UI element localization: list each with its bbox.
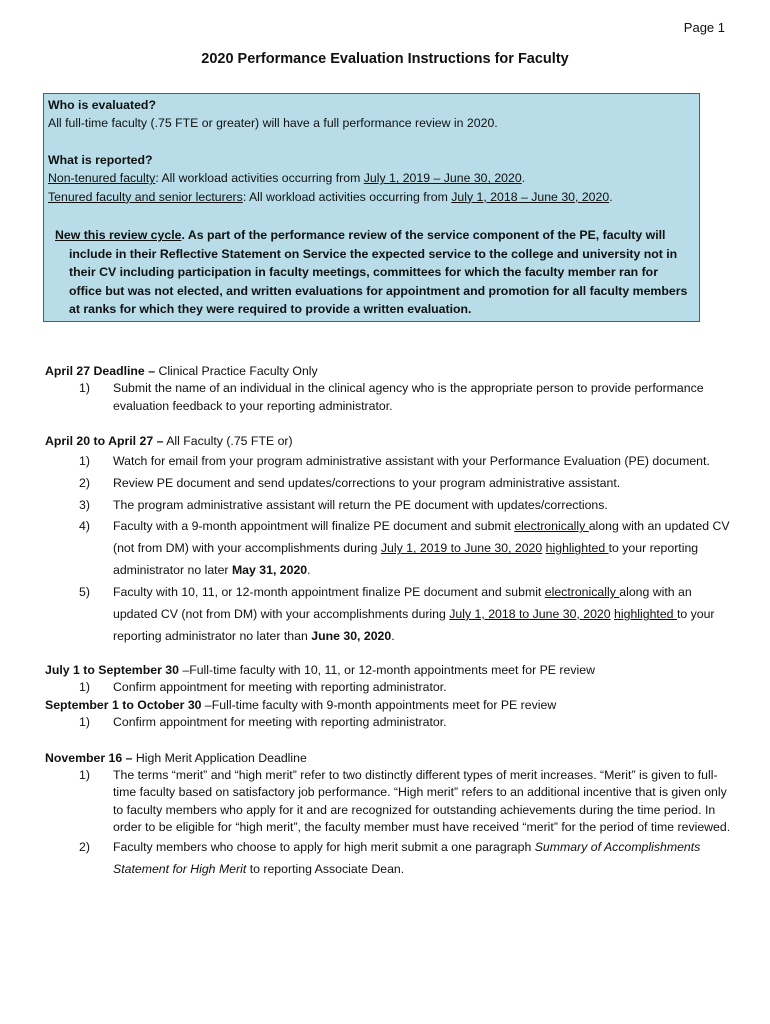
list-item bbox=[45, 714, 735, 731]
summary-title: Summary of Accomplishments Statement for High Merit bbox=[113, 839, 701, 876]
what-heading: What is reported? bbox=[48, 152, 153, 167]
item-number: 1) bbox=[79, 381, 90, 396]
item-text: along with an updated CV (not from DM) with your accomplishments during bbox=[113, 519, 730, 556]
item-number: 1) bbox=[79, 767, 90, 782]
section-july bbox=[45, 662, 735, 697]
list-item bbox=[45, 767, 735, 837]
item-number: 1) bbox=[79, 715, 90, 730]
highlighted-text: highlighted bbox=[614, 606, 677, 621]
item-text: Faculty members who choose to apply for high merit submit a one paragraph bbox=[113, 839, 535, 854]
item-text: along with an updated CV (not from DM) with your accomplishments during bbox=[113, 585, 692, 621]
item-text: to reporting Associate Dean. bbox=[246, 861, 405, 876]
item-text: The terms “merit” and “high merit” refer to two distinctly different types of merit increases. “Merit” is given to full-time faculty based on satisfactory job performance. “High merit” refers to an additional incentive that is given only to faculty members who apply for it and are recognized for outstanding achievements during the time period. In order to be eligible for “high merit”, the faculty member must have received “merit” for the period of time reviewed. bbox=[113, 767, 731, 835]
item-number: 4) bbox=[79, 519, 90, 534]
section-subtitle: Clinical Practice Faculty Only bbox=[155, 364, 318, 378]
section-subtitle: –Full-time faculty with 10, 11, or 12-month appointments meet for PE review bbox=[178, 662, 595, 677]
item-text: Faculty with 10, 11, or 12-month appointment finalize PE document and submit bbox=[113, 585, 545, 600]
new-cycle-note bbox=[48, 226, 692, 318]
page-title: 2020 Performance Evaluation Instructions for Faculty bbox=[201, 51, 569, 67]
section-subtitle: –Full-time faculty with 9-month appointments meet for PE review bbox=[201, 697, 557, 712]
section-heading bbox=[45, 750, 735, 767]
list-item bbox=[45, 837, 735, 881]
item-end: . bbox=[391, 628, 395, 643]
item-text: Submit the name of an individual in the clinical agency who is the appropriate person to provide performance evaluation feedback to your reporting administrator. bbox=[113, 381, 704, 413]
list-item bbox=[45, 679, 735, 696]
section-date: July 1 to September 30 bbox=[45, 662, 179, 677]
item-number: 2) bbox=[79, 475, 90, 490]
period-text: July 1, 2019 to June 30, 2020 bbox=[380, 541, 543, 556]
item-end: . bbox=[307, 563, 311, 578]
item-number: 1) bbox=[79, 680, 90, 695]
tenured-label: Tenured faculty and senior lecturers bbox=[48, 189, 243, 204]
item-text: Faculty with a 9-month appointment will finalize PE document and submit bbox=[113, 519, 515, 534]
page-number: Page 1 bbox=[683, 20, 725, 35]
section-date: April 20 to April 27 – bbox=[45, 434, 164, 449]
item-text: to your reporting administrator no later than bbox=[113, 606, 715, 643]
tenured-line bbox=[48, 188, 692, 206]
nontenured-end: . bbox=[521, 171, 526, 186]
deadline-text: May 31, 2020 bbox=[231, 563, 308, 578]
nontenured-text: : All workload activities occurring from bbox=[155, 171, 364, 186]
who-text: All full-time faculty (.75 FTE or greater) will have a full performance review in 2020. bbox=[48, 116, 498, 131]
list-item bbox=[45, 516, 735, 582]
section-april-27 bbox=[45, 363, 735, 415]
section-heading bbox=[45, 433, 735, 450]
item-number: 3) bbox=[79, 497, 90, 512]
period-text: July 1, 2018 to June 30, 2020 bbox=[449, 606, 611, 621]
list-item bbox=[45, 473, 735, 495]
instructions-body bbox=[45, 363, 735, 881]
section-heading bbox=[45, 363, 735, 380]
item-number: 2) bbox=[79, 839, 90, 854]
item-text: Watch for email from your program administrative assistant with your Performance Evaluation (PE) document. bbox=[113, 453, 710, 468]
item-number: 1) bbox=[79, 453, 90, 468]
nontenured-line bbox=[48, 169, 692, 187]
item-text: to your reporting administrator no later bbox=[113, 541, 699, 578]
list-item bbox=[45, 495, 735, 517]
item-text: Confirm appointment for meeting with reporting administrator. bbox=[113, 715, 447, 730]
section-subtitle: All Faculty (.75 FTE or) bbox=[163, 434, 293, 449]
item-text: Confirm appointment for meeting with reporting administrator. bbox=[113, 680, 447, 695]
nontenured-period: July 1, 2019 – June 30, 2020 bbox=[363, 171, 522, 186]
item-text: Review PE document and send updates/corrections to your program administrative assistant. bbox=[113, 475, 621, 490]
deadline-text: June 30, 2020 bbox=[311, 628, 392, 643]
list-item bbox=[45, 380, 735, 415]
item-text: The program administrative assistant will return the PE document with updates/corrections. bbox=[113, 497, 608, 512]
section-november bbox=[45, 750, 735, 881]
new-cycle-label: New this review cycle bbox=[55, 228, 182, 243]
electronically-text: electronically bbox=[514, 519, 589, 534]
tenured-text: : All workload activities occurring from bbox=[242, 189, 452, 204]
list-item bbox=[45, 582, 735, 648]
section-heading bbox=[45, 697, 735, 714]
highlighted-text: highlighted bbox=[545, 541, 609, 556]
summary-box bbox=[43, 93, 700, 322]
section-date: November 16 – bbox=[45, 750, 133, 765]
tenured-end: . bbox=[609, 189, 613, 204]
section-heading bbox=[45, 662, 735, 679]
section-april-20 bbox=[45, 433, 735, 647]
nontenured-label: Non-tenured faculty bbox=[48, 171, 156, 186]
list-item bbox=[45, 451, 735, 473]
electronically-text: electronically bbox=[544, 585, 620, 600]
section-date: September 1 to October 30 bbox=[45, 697, 202, 712]
section-date: April 27 Deadline – bbox=[45, 364, 156, 378]
section-september bbox=[45, 697, 735, 732]
item-number: 5) bbox=[79, 585, 90, 600]
section-subtitle: High Merit Application Deadline bbox=[132, 750, 307, 765]
who-heading: Who is evaluated? bbox=[48, 98, 156, 112]
new-cycle-text: . As part of the performance review of the service component of the PE, faculty will include in their Reflective Statement on Service the expected service to the college and university not in their CV including participation in faculty meetings, committees for which the faculty member ran for office but was not elected, and written evaluations for appointment and promotion for all faculty members at ranks for which they were required to provide a written evaluation. bbox=[69, 228, 688, 316]
tenured-period: July 1, 2018 – June 30, 2020 bbox=[451, 189, 610, 204]
